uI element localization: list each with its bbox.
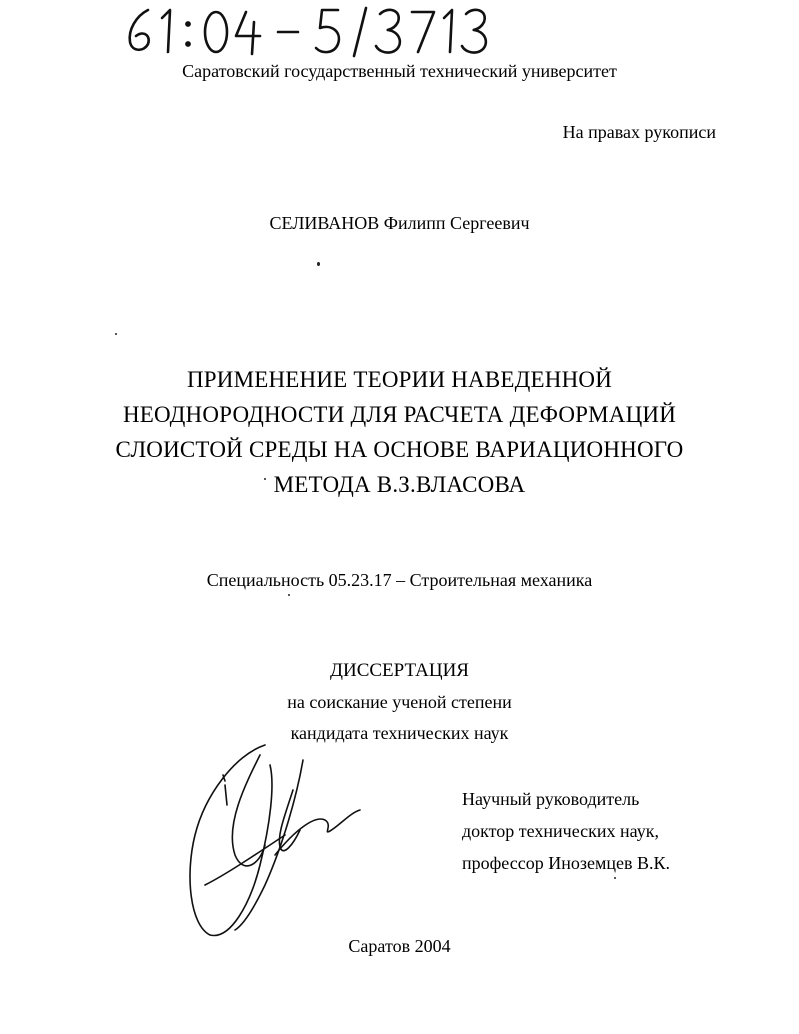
university-name: Саратовский государственный технический университет bbox=[182, 61, 617, 81]
title-line: МЕТОДА В.З.ВЛАСОВА bbox=[273, 472, 526, 497]
dissertation-title bbox=[0, 362, 799, 502]
handwritten-archive-code bbox=[118, 2, 508, 60]
degree-line-2: кандидата технических наук bbox=[290, 723, 509, 743]
title-line: ПРИМЕНЕНИЕ ТЕОРИИ НАВЕДЕННОЙ bbox=[186, 367, 613, 392]
supervisor-title: Научный руководитель bbox=[462, 789, 640, 809]
scan-speck bbox=[115, 333, 117, 335]
scan-speck bbox=[264, 478, 266, 480]
specialty: Специальность 05.23.17 – Строительная механика bbox=[206, 570, 593, 590]
scan-speck bbox=[317, 262, 320, 266]
scan-speck bbox=[288, 594, 290, 596]
title-line: НЕОДНОРОДНОСТИ ДЛЯ РАСЧЕТА ДЕФОРМАЦИЙ bbox=[122, 402, 677, 427]
supervisor-degree: доктор технических наук, bbox=[462, 821, 659, 841]
title-line: СЛОИСТОЙ СРЕДЫ НА ОСНОВЕ ВАРИАЦИОННОГО bbox=[115, 437, 684, 462]
city-year: Саратов 2004 bbox=[348, 936, 451, 956]
dissertation-label: ДИССЕРТАЦИЯ bbox=[330, 660, 469, 681]
author-name: СЕЛИВАНОВ Филипп Сергеевич bbox=[269, 213, 530, 233]
supervisor-block bbox=[462, 783, 670, 879]
degree-line-1: на соискание ученой степени bbox=[287, 692, 512, 712]
rights-note: На правах рукописи bbox=[562, 122, 716, 142]
handwritten-signature bbox=[165, 735, 370, 945]
scan-speck bbox=[614, 877, 616, 879]
supervisor-name: профессор Иноземцев В.К. bbox=[462, 853, 670, 873]
